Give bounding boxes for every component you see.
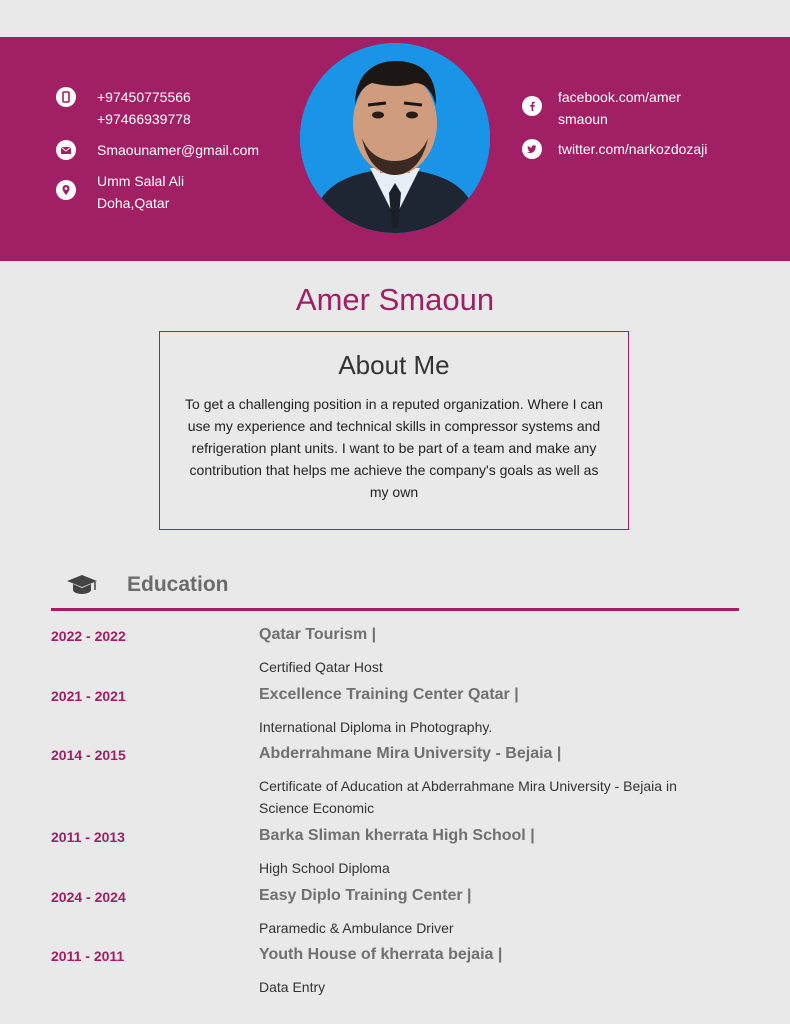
facebook-link-line-1[interactable]: facebook.com/amer (558, 89, 681, 105)
education-description: Certified Qatar Host (259, 659, 383, 675)
education-years: 2014 - 2015 (51, 747, 126, 763)
education-divider (51, 608, 739, 611)
profile-photo (300, 43, 490, 233)
about-me-text: To get a challenging position in a reputed organization. Where I can use my experience and technical skills in compressor systems and refrigeration plant units. I want to be part of a team and make any contribution that helps me achieve the company's goals as well as my own (185, 396, 603, 500)
education-description: High School Diploma (259, 860, 390, 876)
email-address[interactable]: Smaounamer@gmail.com (97, 142, 260, 158)
phone-number-1[interactable]: +97450775566 (97, 89, 191, 105)
twitter-contact (522, 138, 707, 160)
address-line-2: Doha,Qatar (97, 195, 170, 211)
email-icon (56, 140, 76, 160)
education-institution: Qatar Tourism | (259, 626, 377, 643)
phone-number-2[interactable]: +97466939778 (97, 111, 191, 127)
location-pin-icon (56, 180, 76, 200)
graduation-cap-icon (66, 574, 98, 596)
facebook-icon (522, 96, 542, 116)
person-name: Amer Smaoun (295, 282, 495, 317)
phone-contact (56, 86, 191, 130)
education-institution: Excellence Training Center Qatar | (259, 686, 519, 703)
about-me-box (159, 331, 629, 530)
education-years: 2022 - 2022 (51, 628, 126, 644)
address-contact (56, 170, 184, 214)
education-description: Certificate of Aducation at Abderrahmane Mira University - Bejaia in Science Economic (259, 778, 677, 816)
education-description: International Diploma in Photography. (259, 719, 493, 735)
twitter-link[interactable]: twitter.com/narkozdozaji (558, 141, 708, 157)
about-me-title: About Me (338, 350, 450, 380)
education-years: 2011 - 2011 (51, 948, 125, 964)
education-title: Education (127, 573, 229, 596)
education-institution: Abderrahmane Mira University - Bejaia | (259, 745, 562, 762)
education-description: Data Entry (259, 979, 326, 995)
education-years: 2021 - 2021 (51, 688, 126, 704)
email-contact (56, 139, 259, 161)
twitter-icon (522, 139, 542, 159)
education-years: 2011 - 2013 (51, 829, 125, 845)
education-years: 2024 - 2024 (51, 889, 126, 905)
address-line-1: Umm Salal Ali (97, 173, 185, 189)
education-header (66, 573, 229, 597)
phone-icon (56, 87, 76, 107)
facebook-link-line-2[interactable]: smaoun (558, 111, 608, 127)
education-description: Paramedic & Ambulance Driver (259, 920, 454, 936)
facebook-contact (522, 86, 681, 130)
education-institution: Barka Sliman kherrata High School | (259, 827, 535, 844)
education-institution: Youth House of kherrata bejaia | (259, 946, 503, 963)
education-institution: Easy Diplo Training Center | (259, 887, 472, 904)
